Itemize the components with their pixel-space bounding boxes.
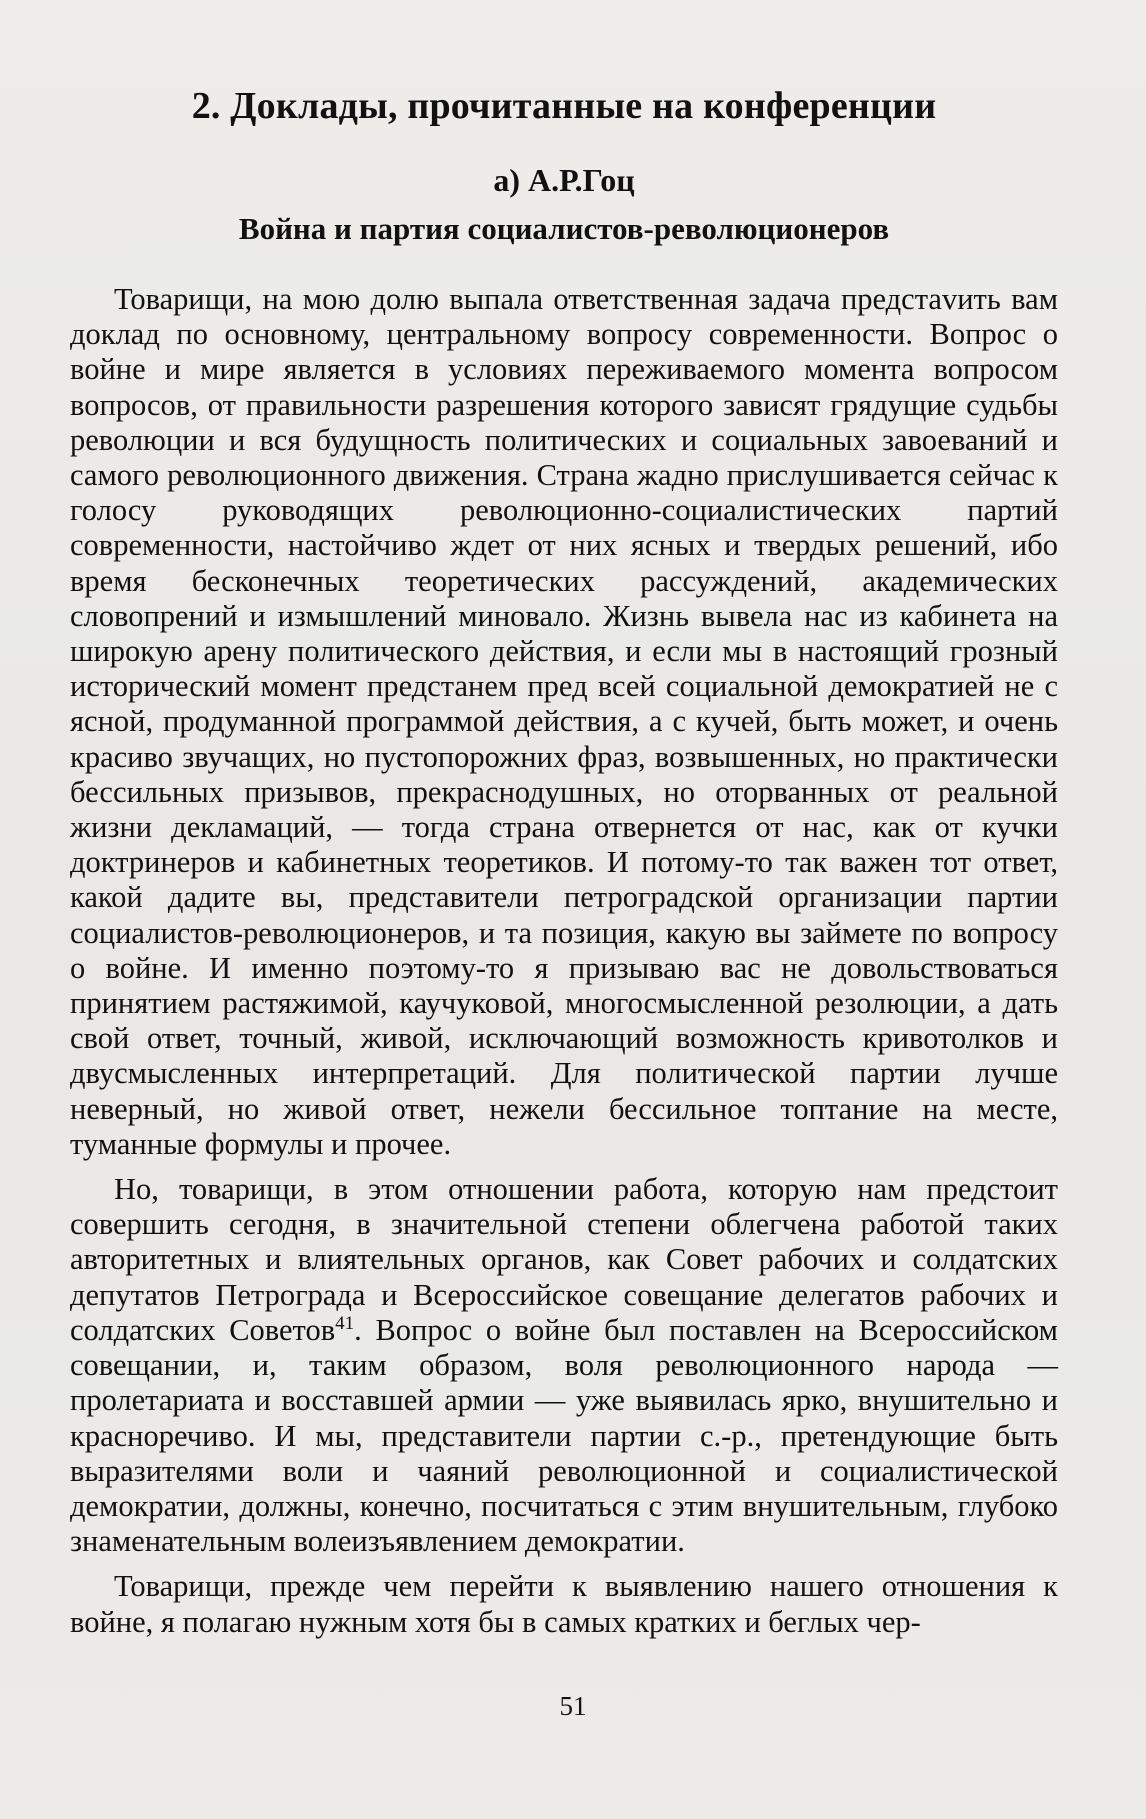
paragraph-1: Товарищи, на мою долю выпала ответственная задача предстаvить вам доклад по основному, центральному вопросу современности. Вопрос о войне и мире является в условиях переживаемого момента вопросом вопросов, от правильности разрешения которого зависят грядущие судьбы революции и вся будущность политических и социальных завоеваний и самого революционного движения. Страна жадно прислушивается сейчас к голосу руководящих революционно-социалистических партий современности, настойчиво ждет от них ясных и твердых решений, ибо время бесконечных теоретических рассуждений, академических словопрений и измышлений миновало. Жизнь вывела нас из кабинета на широкую арену политического действия, и если мы в настоящий грозный исторический момент предстанем пред всей социальной демократией не с ясной, продуманной программой действия, а с кучей, быть может, и очень красиво звучащих, но пустопорожних фраз, возвышенных, но практически бессильных призывов, прекраснодушных, но оторванных от реальной жизни декламаций, — тогда страна отвернется от нас, как от кучки доктринеров и кабинетных теоретиков. И потому-то так важен тот ответ, какой дадите вы, представители петроградской организации партии социалистов-революционеров, и та позиция, какую вы займете по вопросу о войне. И именно поэтому-то я призываю вас не довольствоваться принятием растяжимой, каучуковой, многосмысленной резолюции, а дать свой ответ, точный, живой, исключающий возможность кривотолков и двусмысленных интерпретаций. Для политической партии лучше неверный, но живой ответ, нежели бессильное топтание на месте, туманные формулы и прочее. — [70, 282, 1058, 1161]
footnote-reference: 41 — [335, 1312, 355, 1334]
paragraph-2-text-start: Но, товарищи, в этом отношении работа, которую нам предстоит совершить сегодня, в значительной степени облегчена работой таких авторитетных и влиятельных органов, как Совет рабочих и солдатских депутатов Петрограда и Всероссийское совещание делегатов рабочих и солдатских Советов — [70, 1172, 1058, 1347]
author-heading: а) А.Р.Гоц — [493, 162, 635, 198]
article-title: Война и партия социалистов-революционеров — [238, 211, 890, 246]
section-title: 2. Доклады, прочитанные на конференции — [191, 85, 937, 127]
paragraph-2-text-end: . Вопрос о войне был поставлен на Всероссийском совещании, и, таким образом, воля революционного народа — пролетариата и восставшей армии — уже выявилась ярко, внушительно и красноречиво. И мы, представители партии с.-р., претендующие быть выразителями воли и чаяний революционной и социалистической демократии, должны, конечно, посчитаться с этим внушительным, глубоко знаменательным волеизъявлением демократии. — [70, 1312, 1058, 1559]
paragraph-3: Товарищи, прежде чем перейти к выявлению нашего отношения к войне, я полагаю нужным хотя бы в самых кратких и беглых чер- — [70, 1569, 1058, 1639]
body-text — [70, 282, 1058, 1640]
paragraph-2 — [70, 1172, 1058, 1559]
page-number: 51 — [559, 1691, 587, 1721]
page-content — [70, 80, 1058, 1640]
